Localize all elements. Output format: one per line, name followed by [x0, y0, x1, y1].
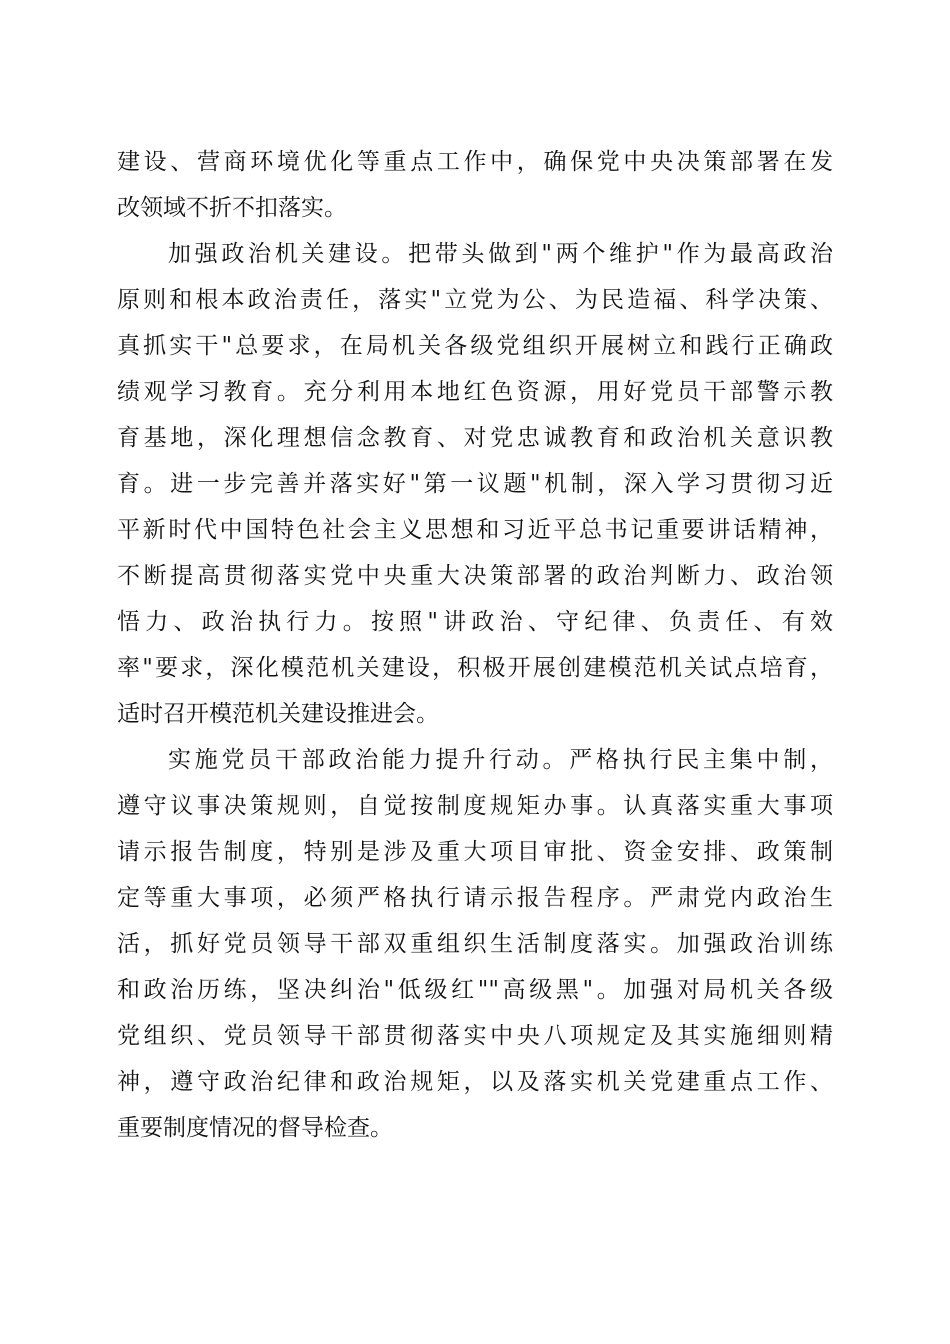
paragraph-3-line-9: 重要制度情况的督导检查。: [117, 1115, 393, 1141]
paragraph-3-line-7: 党组织、党员领导干部贯彻落实中央八项规定及其实施细则精: [117, 1023, 833, 1049]
paragraph-3-line-8: 神，遵守政治纪律和政治规矩，以及落实机关党建重点工作、: [117, 1069, 833, 1095]
paragraph-3-line-5: 活，抓好党员领导干部双重组织生活制度落实。加强政治训练: [117, 931, 833, 957]
paragraph-2-line-11: 适时召开模范机关建设推进会。: [117, 701, 439, 727]
paragraph-2-line-5: 育基地，深化理想信念教育、对党忠诚教育和政治机关意识教: [117, 425, 833, 451]
paragraph-2-line-1: 加强政治机关建设。把带头做到"两个维护"作为最高政治: [168, 241, 833, 267]
paragraph-2-line-8: 不断提高贯彻落实党中央重大决策部署的政治判断力、政治领: [117, 563, 833, 589]
paragraph-3-line-2: 遵守议事决策规则，自觉按制度规矩办事。认真落实重大事项: [117, 793, 833, 819]
paragraph-3-line-3: 请示报告制度，特别是涉及重大项目审批、资金安排、政策制: [117, 839, 833, 865]
paragraph-2-line-6: 育。进一步完善并落实好"第一议题"机制，深入学习贯彻习近: [117, 471, 833, 497]
paragraph-2-line-4: 绩观学习教育。充分利用本地红色资源，用好党员干部警示教: [117, 379, 833, 405]
paragraph-1-line-1: 建设、营商环境优化等重点工作中，确保党中央决策部署在发: [117, 149, 833, 175]
paragraph-2-line-9: 悟力、政治执行力。按照"讲政治、守纪律、负责任、有效: [117, 609, 833, 635]
paragraph-2-line-2: 原则和根本政治责任，落实"立党为公、为民造福、科学决策、: [117, 287, 833, 313]
paragraph-2-line-3: 真抓实干"总要求，在局机关各级党组织开展树立和践行正确政: [117, 333, 833, 359]
paragraph-3-line-4: 定等重大事项，必须严格执行请示报告程序。严肃党内政治生: [117, 885, 833, 911]
paragraph-3-line-1: 实施党员干部政治能力提升行动。严格执行民主集中制，: [168, 747, 833, 773]
paragraph-2-line-10: 率"要求，深化模范机关建设，积极开展创建模范机关试点培育，: [117, 655, 833, 681]
paragraph-1-line-2: 改领域不折不扣落实。: [117, 195, 347, 221]
paragraph-3-line-6: 和政治历练，坚决纠治"低级红""高级黑"。加强对局机关各级: [117, 977, 833, 1003]
paragraph-2-line-7: 平新时代中国特色社会主义思想和习近平总书记重要讲话精神，: [117, 517, 833, 543]
